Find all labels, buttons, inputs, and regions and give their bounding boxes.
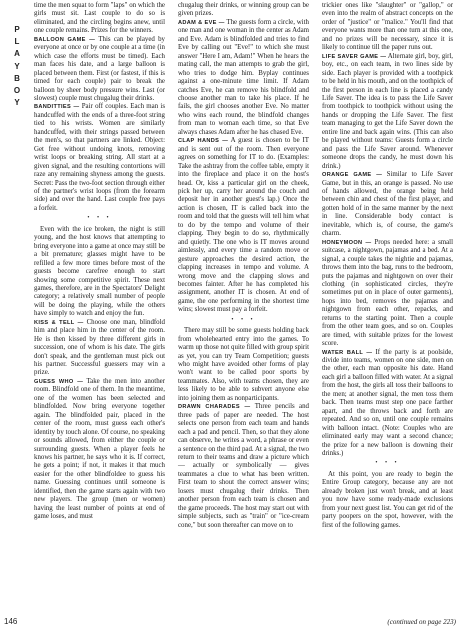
game-heading: HONEYMOON — (322, 239, 372, 246)
paragraph-text: Props needed here: a small suitcase, a nightgown, pajamas and a bed. At a signal, a couple takes the nightie and pajamas, throws them into the bag, runs to the bedroom, puts the pajamas and nightgown on over their clothing (in sophisticated circles, they're sometimes put on in place of outer garments), hops into bed, removes the pajamas and nightgown from each other, repacks, and returns to the starting point. Then a couple from the other team goes, and so on. Couples are timed, with suitable prizes for the lowest score. (322, 238, 454, 348)
paragraph-text: At this point, you are ready to begin the Entire Group category, because any are not already broken just won't break, and at least you now have some ready-made exclusions from your next guest list. You can get rid of the party poopers on the spot, however, with the first of the following games. (322, 470, 453, 529)
magazine-letter: P (14, 25, 20, 34)
article-paragraph (178, 137, 309, 315)
magazine-letter: B (14, 73, 20, 83)
game-heading: LIFE SAVER GAME — (322, 53, 387, 60)
article-paragraph (178, 19, 309, 137)
article-paragraph (322, 2, 453, 53)
magazine-name-vertical (0, 24, 34, 109)
column-3 (322, 2, 453, 530)
game-heading: WATER BALL — (322, 349, 373, 356)
magazine-letter: Y (14, 61, 20, 71)
magazine-letter: O (13, 86, 21, 96)
article-paragraph (34, 226, 165, 319)
page-number: 146 (4, 617, 18, 626)
paragraph-text: Take the men into another room. Blindfold one of them. In the meantime, one of the women has been selected and blindfolded. Now bring everyone together again. The blindfolded pair, placed in the center of the room, must guess each other's identity by touch alone. Of course, no speaking or sounds allowed, from either the couple or surrounding guests. When a player feels he knows his partner, he says who it is. If correct, he gets a point; if not, it makes it that much easier for the other blindfoldee to guess his name. Guessing continues until someone is identified, then the game starts again with two new players. The group (men or women) having the least number of points at end of game loses, and must (34, 377, 166, 521)
paragraph-text: Alternate girl, boy, girl, boy, etc., on each team, in two lines side by side. Each player is provided with a toothpick to be held in his mouth, and on the toothpick of the first person in each line is placed a candy Life Saver. The idea is to pass the Life Saver from toothpick to toothpick without using the hands or dropping the Life Saver. The first team managing to get the Life Saver down the entire line and back again wins. (This can also be played without teams: Guests form a circle and pass the Life Saver around. Whenever someone drops the candy, he must down his drink.) (322, 52, 454, 170)
paragraph-text: The guests form a circle, with one man and one woman in the center as Adam and Eve. Adam is blindfolded and tries to find Eve by calling out "Eve!" to which she must answer "Here I am, Adam!" When he hears the mating call, the man attempts to grab the girl, who tries to dodge him. Byplay continues against a one-minute time limit. If Adam catches Eve, he can remove his blindfold and choose another man to take his place. If he fails, the girl chooses another Eve. No matter who wins each round, the blindfold changes from man to woman each time, so that Eve always chases Adam after he has chased Eve. (178, 18, 309, 136)
paragraph-text: Pair off couples. Each man is handcuffed with the ends of a three-foot string tied to his wrists. Women are similarly handcuffed, with their strings passed between the men's, so that partners are linked. Object: Get free without undoing knots, removing wrist loops or breaking string. All start at a given signal, and the resulting contortions will raze any remaining shyness among the guests. Secret: Pass the two-foot section through either of the partner's wrist loops (from the forearm side) and over the hand. Last couple free pays a forfeit. (34, 103, 165, 212)
section-separator: • • • (87, 215, 112, 222)
game-heading: BALLOON GAME — (34, 36, 96, 43)
article-paragraph (34, 103, 165, 213)
paragraph-text: If the party is at poolside, divide into teams, women on one side, men on the other, each man opposite his date. Hand each girl a balloon filled with water. At a signal from the host, the girls all toss their balloons to the men; at another signal, the men toss them back. Then teams must step one pace farther apart, and the throws back and forth are repeated. And so on, until one couple remains with balloon intact. (Note: Couples who are eliminated early may want a second chance; the prize for a new balloon is downing their drinks.) (322, 348, 453, 458)
article-paragraph (178, 403, 309, 530)
paragraph-text: chugalug their drinks, or winning group can be given prizes. (178, 2, 309, 18)
section-separator: • • • (231, 316, 256, 323)
game-heading: ADAM & EVE — (178, 19, 225, 26)
article-paragraph (178, 2, 309, 19)
game-heading: ORANGE GAME — (322, 172, 383, 179)
article-paragraph (322, 53, 453, 171)
article-paragraph (322, 349, 453, 459)
game-heading: GUESS WHO — (34, 378, 84, 385)
paragraph-text: Even with the ice broken, the night is still young, and the host knows that attempting to bring everyone into a game at once may still be a bit premature; glasses might have to be refilled a few more times before most of the guests become carefree enough to start showing some competitive spirit. These next games, therefore, are in the Spectators' Delight category; a relatively small number of people will be doing the playing, while the others have simply to watch and enjoy the fun. (34, 225, 165, 318)
section-separator: • • • (375, 460, 400, 467)
paragraph-text: Choose one man, blindfold him and place him in the center of the room. He is then kissed by three different girls in succession, one of whom is his date. The girls don't speak, and the gentleman must pick out his partner. Successful guessers may win a prize. (34, 318, 165, 377)
game-heading: DRAWN CHARADES — (178, 404, 251, 411)
game-heading: KISS & TELL — (34, 319, 84, 326)
paragraph-text: time the men squat to form "laps" on which the girls must sit. Last couple to do so is eliminated, and the circling begins anew, until one couple remains. Prizes for the winners. (34, 2, 165, 35)
article-paragraph (322, 239, 453, 349)
article-paragraph (34, 378, 165, 522)
game-heading: CLAP HANDS — (178, 138, 229, 145)
continued-note: (continued on page 223) (387, 618, 456, 626)
magazine-letter: Y (14, 98, 20, 108)
article-paragraph (34, 36, 165, 104)
article-paragraph (34, 2, 165, 36)
article-paragraph (322, 471, 453, 530)
paragraph-text: Similar to Life Saver Game, but in this, an orange is passed. No use of hands allowed, the orange being held between chin and chest of the first player, and gotten hold of in the same manner by the next in line. Considerable body contact is inevitable, which is, of course, the game's charm. (322, 171, 453, 238)
paragraph-text: There may still be some guests holding back from wholehearted entry into the games. To warm up those not quite filled with group spirit as yet, you can try Team Competition; guests who might have avoided other forms of play won't want to be called poor sports by teammates. Also, with teams chosen, they are less likely to be able to subvert anyone else into joining them as nonparticipants. (178, 327, 309, 402)
paragraph-text: This can be played by everyone at once or by one couple at a time (in which case the efforts must be timed). Each man faces his date, and a large balloon is placed between them. First (or fastest, if this is timed for each couple) pair to break the balloon by sheer body pressure wins. Last (or slowest) couple must chugalug their drinks. (34, 35, 165, 102)
paragraph-text: Three pencils and three pads of paper are needed. The host selects one person from each team and hands each a pad and pencil. Then, so that they alone can observe, he writes a word, a phrase or even a sentence on the third pad. At a signal, the two return to their teams and draw a picture which — actually or symbolically — gives teammates a clue to what has been written. First team to shout the correct answer wins; losers must chugalug their drinks. Then another person from each team is chosen and the game proceeds. The host may start out with simple subjects, such as "train" or "ice-cream cone," but soon thereafter can move on to (178, 403, 309, 529)
article-paragraph (322, 171, 453, 239)
article-paragraph (178, 327, 309, 403)
column-2 (178, 2, 309, 530)
paragraph-text: A guest is chosen to be IT and is sent out of the room. Then everyone agrees on something for IT to do. (Examples: Take the ashtray from the coffee table, empty it into the fireplace and place it on the host's head. Or, kiss a particular girl on the cheek, pick her up, carry her around the couch and deposit her in another guest's lap.) Once the action is chosen, IT is called back into the room and told that the guests will tell him what to do by the tempo and volume of their clapping. They begin to do so, rhythmically and quietly. The one who is IT moves around aimlessly, and every time a random move or gesture approaches the desired action, the clapping increases in tempo and volume. A wrong move and the clapping slows and becomes fainter. After he has completed his assignment, another IT is chosen. At end of game, the one performing in the shortest time wins; slowest must pay a forfeit. (178, 137, 310, 314)
magazine-letter: A (14, 49, 20, 59)
game-heading: BANDITTIES — (34, 104, 80, 111)
magazine-letter: L (14, 37, 20, 47)
column-1 (34, 2, 165, 522)
paragraph-text: trickier ones like "slaughter" or "gallop," or even into the realm of abstract concepts on the order of "justice" or "malice." You'll find that everyone wants more than one turn at this one, and no prizes will be necessary, since it is likely to continue till the paper runs out. (322, 2, 453, 52)
article-paragraph (34, 319, 165, 378)
